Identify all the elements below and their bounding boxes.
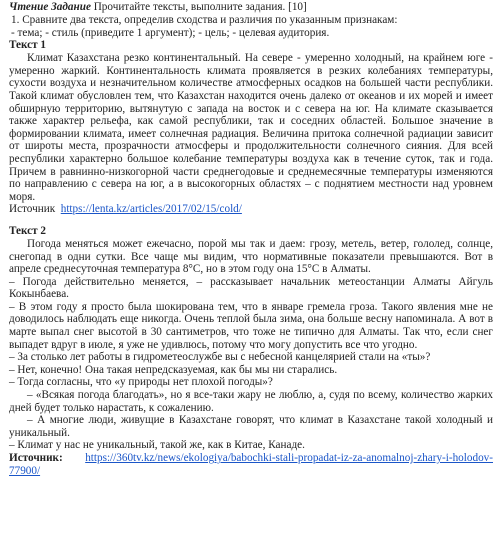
task-line-2: - тема; - стиль (приведите 1 аргумент); - цель; - целевая аудитория. — [11, 26, 330, 39]
text2-paragraph: – За столько лет работы в гидрометеослужбе вы с небесной канцелярией стали на «ты»? — [9, 351, 431, 364]
text2-paragraph: – Тогда согласны, что «у природы нет плохой погоды»? — [9, 376, 273, 389]
text2-paragraph: – Погода действительно меняется, – рассказывает начальник метеостанции Алматы Айгуль Кокынбаева. — [9, 275, 493, 301]
text1-heading: Текст 1 — [9, 39, 47, 52]
text2-paragraph: – В этом году я просто была шокирована тем, что в январе гремела гроза. Такого явления мне не доводилось наблюдать еще никогда. Очень теплой была зима, она больше весну напоминала. А вот в марте выпал снег высотой в 30 сантиметров, что тоже не типично для Алматы. Так что, если снег выпадет вдруг в июле, я уже не удивлюсь, потому что могу допустить все что угодно. — [9, 300, 493, 351]
task-header-text: Прочитайте тексты, выполните задания. [10] — [93, 1, 307, 13]
task-header-label: Чтение Задание — [9, 1, 91, 13]
task-line-1: 1. Сравните два текста, определив сходства и различия по указанным признакам: — [11, 14, 398, 26]
text1-body: Климат Казахстана резко континентальный. На севере - умеренно холодный, на крайнем юге - умеренно жаркий. Континентальность климата проявляется в резких колебаниях температуры, сухости воздуха и незначительном количестве атмосферных осадков на большей части республики. Такой климат обусловлен тем, что Казахстан находится очень далеко от океанов и их морей и имеет обширную территорию, вытянутую с запада на восток и с севера на юг. На климате сказывается также характер рельефа, как самой республики, так и соседних областей. Большое значение в формировании климата, имеет солнечная радиация. Величина притока солнечной радиации зависит от широты места, прозрачности атмосферы и продолжительности солнечного сияния. Для всей республики характерно большое колебание температуры воздуха как в течение суток, так и года. Причем в равнинно-низкогорной части среднегодовые и среднемесячные температуры изменяются по направлению с севера на юг, а в высокогорных областях – с поднятием местности над уровнем моря. — [9, 52, 493, 203]
text1-source-link[interactable]: https://lenta.kz/articles/2017/02/15/cold/ — [60, 203, 242, 216]
text2-source — [9, 452, 493, 477]
text2-source-label: Источник: — [9, 452, 63, 464]
task-header — [9, 1, 493, 14]
text2-paragraph: – Климат у нас не уникальный, такой же, как в Китае, Канаде. — [9, 439, 305, 452]
text2-heading: Текст 2 — [9, 224, 47, 237]
text2-paragraph: – А многие люди, живущие в Казахстане говорят, что климат в Казахстане такой холодный и уникальный. — [9, 414, 493, 439]
text2-paragraph: – «Всякая погода благодать», но я все-таки жару не люблю, а, судя по всему, количество жарких дней будет только нарастать, к сожалению. — [9, 389, 493, 414]
task-instructions — [9, 14, 493, 39]
text2-paragraph: Погода меняться может ежечасно, порой мы так и даем: грозу, метель, ветер, гололед, солнце, снегопад в одни сутки. Все чаще мы видим, что нормативные показатели превышаются. Вот в апреле среднесуточная температура 8°С, но в этом году она 15°С в Алматы. — [9, 237, 493, 276]
text2-paragraph: – Нет, конечно! Она такая непредсказуемая, как бы мы ни старались. — [9, 363, 338, 376]
text1-source-label: Источник — [9, 203, 56, 216]
text1-source — [9, 203, 493, 216]
text2-source-link[interactable]: https://360tv.kz/news/ekologiya/babochki-stali-propadat-iz-za-anomalnoj-zhary-i-holodov-77900/ — [9, 452, 493, 477]
